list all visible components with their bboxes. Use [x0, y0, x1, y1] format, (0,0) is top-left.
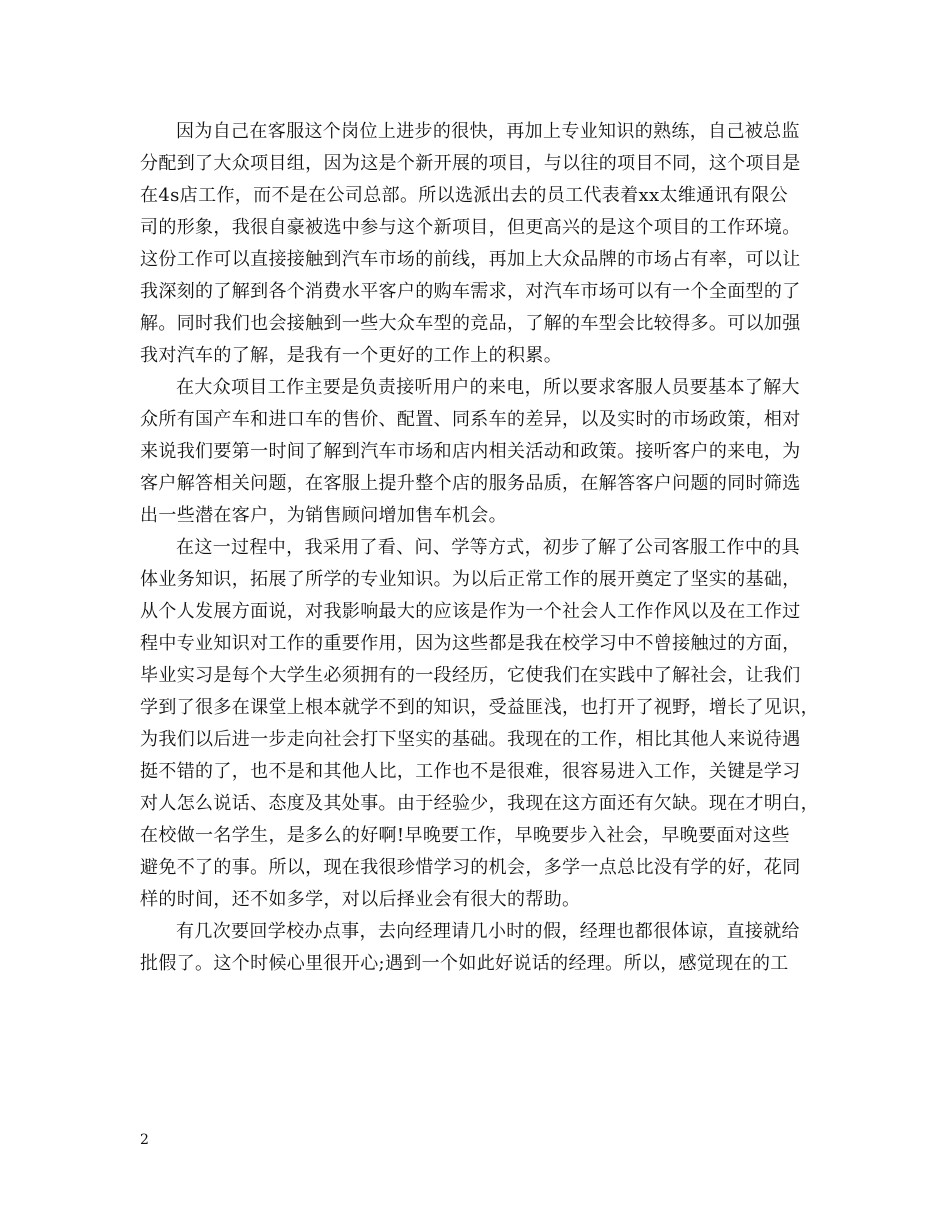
text-line: 学到了很多在课堂上根本就学不到的知识，受益匪浅，也打开了视野，增长了见识， — [140, 697, 819, 718]
text-line: 体业务知识，拓展了所学的专业知识。为以后正常工作的展开奠定了坚实的基础， — [140, 569, 801, 590]
text-line: 分配到了大众项目组，因为这是个新开展的项目，与以往的项目不同，这个项目是 — [140, 153, 801, 174]
text-line: 挺不错的了，也不是和其他人比，工作也不是很难，很容易进入工作，关键是学习 — [140, 761, 801, 782]
paragraph-3 — [140, 532, 819, 916]
text-line: 毕业实习是每个大学生必须拥有的一段经历，它使我们在实践中了解社会，让我们 — [140, 665, 801, 686]
text-line: 在大众项目工作主要是负责接听用户的来电，所以要求客服人员要基本了解大 — [176, 377, 800, 398]
paragraph-4 — [140, 916, 812, 980]
text-line: 为我们以后进一步走向社会打下坚实的基础。我现在的工作，相比其他人来说待遇 — [140, 729, 801, 750]
text-line: 有几次要回学校办点事，去向经理请几小时的假，经理也都很体谅，直接就给 — [176, 921, 800, 942]
document-body — [140, 116, 819, 980]
text-line: 来说我们要第一时间了解到汽车市场和店内相关活动和政策。接听客户的来电，为 — [140, 441, 801, 462]
text-line: 我对汽车的了解，是我有一个更好的工作上的积累。 — [140, 345, 563, 366]
page-number: 2 — [140, 1132, 149, 1148]
text-line: 出一些潜在客户，为销售顾问增加售车机会。 — [140, 505, 507, 526]
text-line: 因为自己在客服这个岗位上进步的很快，再加上专业知识的熟练，自己被总监 — [176, 121, 800, 142]
text-line: 众所有国产车和进口车的售价、配置、同系车的差异，以及实时的市场政策，相对 — [140, 409, 801, 430]
paragraph-2 — [140, 372, 812, 532]
text-line: 对人怎么说话、态度及其处事。由于经验少，我现在这方面还有欠缺。现在才明白， — [140, 793, 819, 814]
text-line: 在这一过程中，我采用了看、问、学等方式，初步了解了公司客服工作中的具 — [176, 537, 800, 558]
text-line: 程中专业知识对工作的重要作用，因为这些都是我在校学习中不曾接触过的方面， — [140, 633, 801, 654]
text-line: 这份工作可以直接接触到汽车市场的前线，再加上大众品牌的市场占有率，可以让 — [140, 249, 801, 270]
text-line: 在校做一名学生，是多么的好啊!早晚要工作，早晚要步入社会，早晚要面对这些 — [140, 825, 790, 846]
text-line: 司的形象，我很自豪被选中参与这个新项目，但更高兴的是这个项目的工作环境。 — [140, 217, 801, 238]
text-line: 解。同时我们也会接触到一些大众车型的竞品，了解的车型会比较得多。可以加强 — [140, 313, 801, 334]
text-line: 批假了。这个时候心里很开心;遇到一个如此好说话的经理。所以，感觉现在的工 — [140, 953, 789, 974]
text-line: 避免不了的事。所以，现在我很珍惜学习的机会，多学一点总比没有学的好，花同 — [140, 857, 801, 878]
text-line: 从个人发展方面说，对我影响最大的应该是作为一个社会人工作作风以及在工作过 — [140, 601, 801, 622]
text-line: 样的时间，还不如多学，对以后择业会有很大的帮助。 — [140, 889, 581, 910]
paragraph-1 — [140, 116, 812, 372]
text-line: 我深刻的了解到各个消费水平客户的购车需求，对汽车市场可以有一个全面型的了 — [140, 281, 801, 302]
text-line: 客户解答相关问题，在客服上提升整个店的服务品质，在解答客户问题的同时筛选 — [140, 473, 801, 494]
text-line: 在4s店工作，而不是在公司总部。所以选派出去的员工代表着xx太维通讯有限公 — [140, 185, 788, 206]
